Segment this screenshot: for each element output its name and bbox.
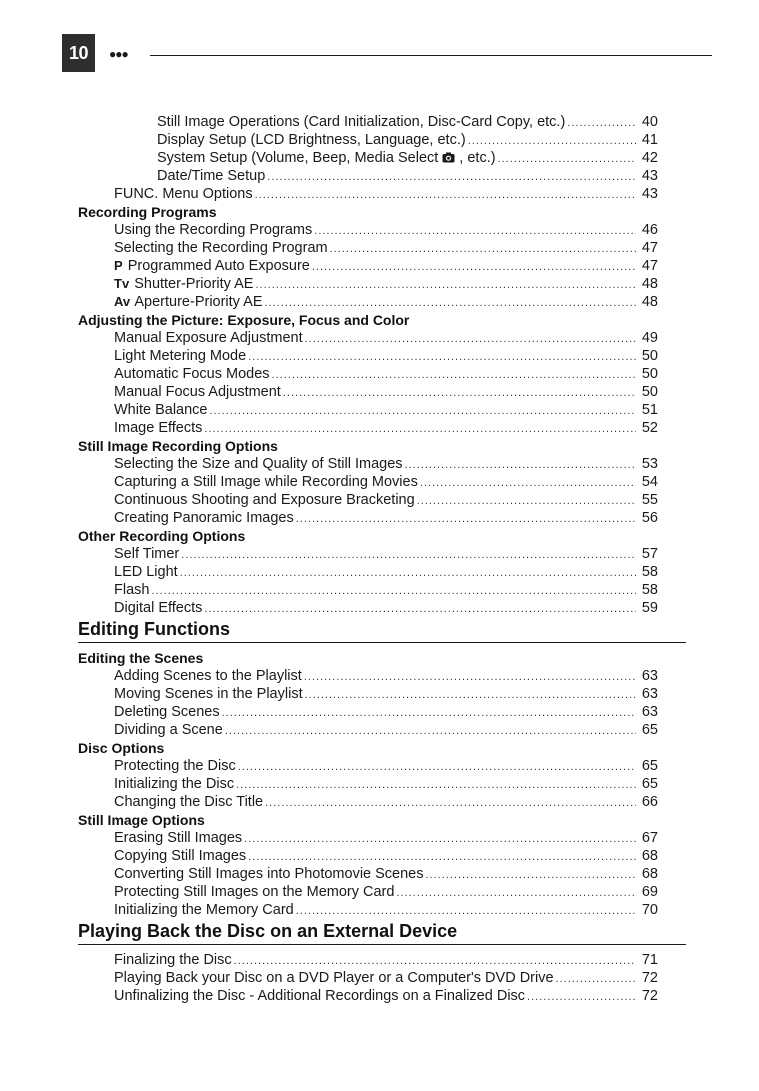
mode-prefix: Tv	[114, 276, 130, 291]
toc-entry[interactable]: Deleting Scenes ..... 63	[78, 703, 658, 721]
toc-entry[interactable]: Erasing Still Images ..... 67	[78, 829, 658, 847]
toc-entry[interactable]: Tv Shutter-Priority AE ..... 48	[78, 275, 658, 293]
toc-entry[interactable]: Flash ..... 58	[78, 581, 658, 599]
header-rule	[150, 55, 712, 56]
toc-entry[interactable]: Date/Time Setup ..... 43	[78, 167, 658, 185]
toc-entry[interactable]: Manual Exposure Adjustment ..... 49	[78, 329, 658, 347]
toc-entry[interactable]: Dividing a Scene ..... 65	[78, 721, 658, 739]
toc-entry[interactable]: Initializing the Memory Card ..... 70	[78, 901, 658, 919]
toc-entry[interactable]: Creating Panoramic Images ..... 56	[78, 509, 658, 527]
toc-entry[interactable]: LED Light ..... 58	[78, 563, 658, 581]
toc-entry[interactable]: Still Image Operations (Card Initialization, Disc-Card Copy, etc.) ..... 40	[78, 113, 658, 131]
toc-entry[interactable]: Continuous Shooting and Exposure Bracketing ..... 55	[78, 491, 658, 509]
section-heading: Other Recording Options	[78, 528, 246, 544]
chapter-rule	[78, 642, 686, 643]
toc-entry[interactable]: Self Timer ..... 57	[78, 545, 658, 563]
toc-entry[interactable]: Capturing a Still Image while Recording Movies ..... 54	[78, 473, 658, 491]
camera-icon	[442, 150, 455, 168]
section-heading: Still Image Recording Options	[78, 438, 278, 454]
section-heading: Still Image Options	[78, 812, 205, 828]
section-heading: Adjusting the Picture: Exposure, Focus and Color	[78, 312, 410, 328]
toc-entry[interactable]: System Setup (Volume, Beep, Media Select , etc.) ..... 42	[78, 149, 658, 167]
section-heading: Editing the Scenes	[78, 650, 204, 666]
chapter-title: Editing Functions	[78, 619, 230, 639]
toc-entry[interactable]: Manual Focus Adjustment ..... 50	[78, 383, 658, 401]
toc-entry[interactable]: Protecting Still Images on the Memory Card ..... 69	[78, 883, 658, 901]
section-heading: Recording Programs	[78, 204, 217, 220]
toc-entry[interactable]: Unfinalizing the Disc - Additional Recordings on a Finalized Disc ..... 72	[78, 987, 658, 1005]
toc-entry[interactable]: P Programmed Auto Exposure ..... 47	[78, 257, 658, 275]
mode-prefix: Av	[114, 294, 131, 309]
toc-entry[interactable]: Finalizing the Disc ..... 71	[78, 951, 658, 969]
toc-entry[interactable]: Moving Scenes in the Playlist ..... 63	[78, 685, 658, 703]
toc-entry[interactable]: Automatic Focus Modes ..... 50	[78, 365, 658, 383]
toc-entry[interactable]: Changing the Disc Title ..... 66	[78, 793, 658, 811]
toc-entry[interactable]: Image Effects ..... 52	[78, 419, 658, 437]
chapter-rule	[78, 944, 686, 945]
toc-entry[interactable]: Display Setup (LCD Brightness, Language, etc.) ..... 41	[78, 131, 658, 149]
toc-entry[interactable]: Using the Recording Programs ..... 46	[78, 221, 658, 239]
toc-entry[interactable]: Light Metering Mode ..... 50	[78, 347, 658, 365]
toc-entry[interactable]: Digital Effects ..... 59	[78, 599, 658, 617]
toc-entry[interactable]: White Balance ..... 51	[78, 401, 658, 419]
toc-entry[interactable]: Selecting the Size and Quality of Still Images ..... 53	[78, 455, 658, 473]
section-heading: Disc Options	[78, 740, 165, 756]
toc-entry[interactable]: Converting Still Images into Photomovie Scenes ..... 68	[78, 865, 658, 883]
page-number-badge: 10	[62, 34, 95, 72]
toc-entry[interactable]: Protecting the Disc ..... 65	[78, 757, 658, 775]
toc-entry[interactable]: FUNC. Menu Options ..... 43	[78, 185, 658, 203]
toc-entry[interactable]: Adding Scenes to the Playlist ..... 63	[78, 667, 658, 685]
toc-entry[interactable]: Selecting the Recording Program ..... 47	[78, 239, 658, 257]
toc-entry[interactable]: Av Aperture-Priority AE ..... 48	[78, 293, 658, 311]
toc-entry[interactable]: Playing Back your Disc on a DVD Player or a Computer's DVD Drive ..... 72	[78, 969, 658, 987]
header-dots: ●●●	[109, 47, 128, 61]
chapter-title: Playing Back the Disc on an External Device	[78, 921, 458, 941]
mode-prefix: P	[114, 258, 123, 273]
toc-entry[interactable]: Initializing the Disc ..... 65	[78, 775, 658, 793]
toc-entry[interactable]: Copying Still Images ..... 68	[78, 847, 658, 865]
table-of-contents	[78, 113, 658, 1005]
